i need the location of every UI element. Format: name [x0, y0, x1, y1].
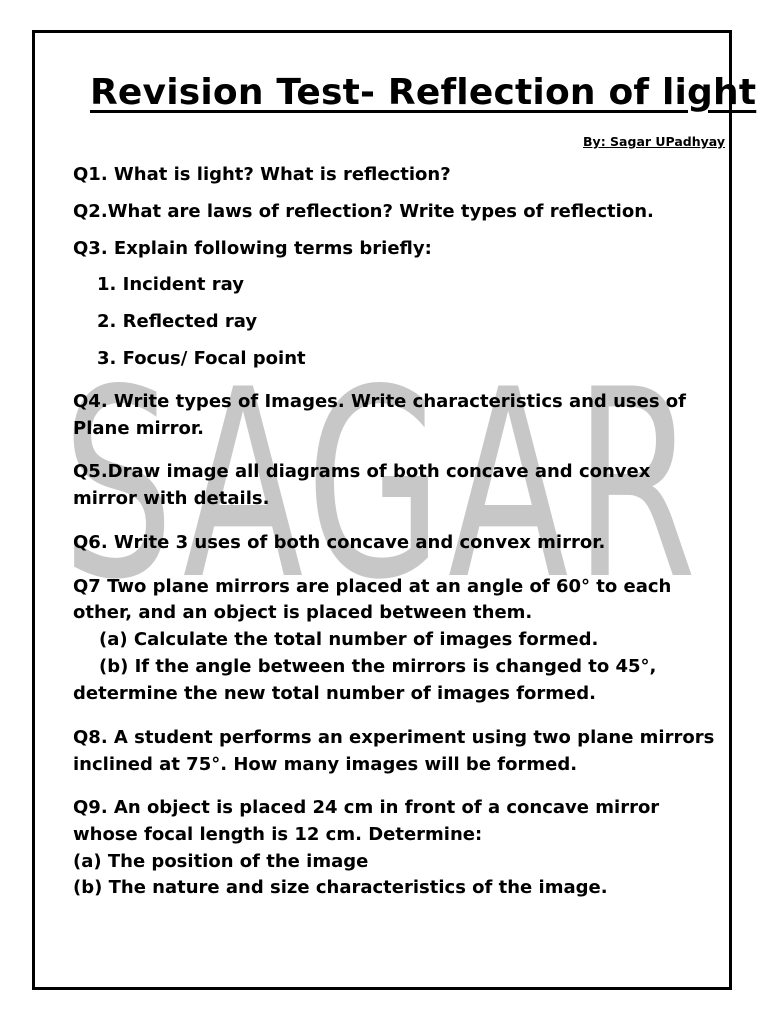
question-4-line-1: Q4. Write types of Images. Write characteristics and uses of — [73, 391, 686, 412]
question-3: Q3. Explain following terms briefly: — [73, 238, 432, 259]
question-3-item-3: 3. Focus/ Focal point — [97, 348, 306, 369]
question-3-item-2: 2. Reflected ray — [97, 311, 258, 332]
question-9-part-a: (a) The position of the image — [73, 851, 369, 872]
watermark-text: SAGAR — [62, 335, 702, 637]
page-title: Revision Test- Reflection of light — [90, 72, 757, 113]
question-3-item-1: 1. Incident ray — [97, 274, 244, 295]
author-credit: By: Sagar UPadhyay — [583, 134, 725, 149]
question-5-line-1: Q5.Draw image all diagrams of both concave and convex — [73, 461, 651, 482]
question-7-line-5: determine the new total number of images formed. — [73, 683, 596, 704]
question-7-line-2: other, and an object is placed between them. — [73, 602, 533, 623]
question-7-part-b: (b) If the angle between the mirrors is changed to 45°, — [99, 656, 657, 677]
question-9-line-1: Q9. An object is placed 24 cm in front of a concave mirror — [73, 797, 660, 818]
question-9-part-b: (b) The nature and size characteristics of the image. — [73, 877, 608, 898]
question-1: Q1. What is light? What is reflection? — [73, 164, 451, 185]
question-4-line-2: Plane mirror. — [73, 418, 204, 439]
question-9-line-2: whose focal length is 12 cm. Determine: — [73, 824, 483, 845]
question-7-line-1: Q7 Two plane mirrors are placed at an angle of 60° to each — [73, 576, 672, 597]
question-8-line-2: inclined at 75°. How many images will be formed. — [73, 754, 578, 775]
question-8-line-1: Q8. A student performs an experiment using two plane mirrors — [73, 727, 715, 748]
question-2: Q2.What are laws of reflection? Write types of reflection. — [73, 201, 654, 222]
question-6: Q6. Write 3 uses of both concave and convex mirror. — [73, 532, 606, 553]
question-7-part-a: (a) Calculate the total number of images formed. — [99, 629, 599, 650]
question-5-line-2: mirror with details. — [73, 488, 270, 509]
